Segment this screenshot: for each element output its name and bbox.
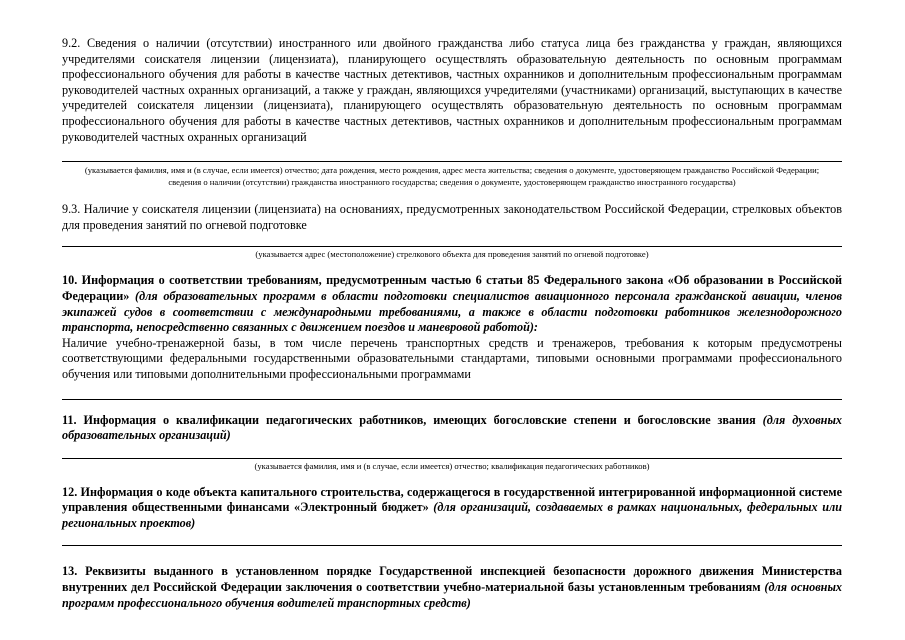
section-9-2-fill-line [62,161,842,162]
section-11-qualifier: (для духовных образовательных организаций) [62,412,842,443]
section-9-3-text: 9.3. Наличие у соискателя лицензии (лицензиата) на основаниях, предусмотренных законодательством Российской Федерации, стрелковых объектов для проведения занятий по огневой подготовке [62,202,842,232]
section-10-fill-line [62,399,842,400]
section-11-fill-line [62,458,842,459]
section-11-title: 11. Информация о квалификации педагогических работников, имеющих богословские степени и богословские звания [62,412,756,427]
section-12-fill-line [62,545,842,546]
section-10-qualifier: (для образовательных программ в области подготовки специалистов авиационного персонала гражданской авиации, членов экипажей судов в соответствии с международными требованиями, а также в области подготовки работников железнодорожного транспорта, непосредственно связанных с движением поездов и маневровой работой): [62,288,842,335]
section-10-heading [62,273,842,335]
document-page [62,36,842,611]
section-12-qualifier: (для организаций, создаваемых в рамках национальных, федеральных или региональных проектов) [62,500,843,530]
section-9-2-note: (указывается фамилия, имя и (в случае, если имеется) отчество; дата рождения, место рождения, адрес места жительства; сведения о документе, удостоверяющем гражданство Российской Федерации; сведения о наличии (отсутствии) гражданства иностранного государства; сведения о документе, удостоверяющем гражданство иностранного государства) [84,165,820,188]
section-13-qualifier: (для основных программ профессионального обучения водителей транспортных средств) [62,580,842,610]
section-9-3-note: (указывается адрес (местоположение) стрелкового объекта для проведения занятий по огневой подготовке) [255,249,649,260]
section-11-note: (указывается фамилия, имя и (в случае, если имеется) отчество; квалификация педагогических работников) [254,460,650,471]
section-11-heading [62,413,842,444]
section-13-heading [62,564,842,611]
section-9-2-text: 9.2. Сведения о наличии (отсутствии) иностранного или двойного гражданства либо статуса лица без гражданства у граждан, являющихся учредителями соискателя лицензии (лицензиата), планирующего осуществлять образовательную деятельность по основным программам профессионального обучения для работы в качестве частных детективов, частных охранников и дополнительным профессиональным программам руководителей частных охранных организаций, а также у граждан, являющихся учредителями (участниками) организаций, выступающих в качестве учредителей соискателя лицензии (лицензиата), планирующего осуществлять образовательную деятельность по основным программам профессионального обучения для работы в качестве частных детективов, частных охранников и дополнительным профессиональным программам руководителей частных охранных организаций [62,36,842,144]
section-10-title: 10. Информация о соответствии требованиям, предусмотренным частью 6 статьи 85 Федерального закона «Об образовании в Российской Федерации» [62,273,842,303]
section-9-3-fill-line [62,246,842,247]
section-13-title: 13. Реквизиты выданного в установленном порядке Государственной инспекцией безопасности дорожного движения Министерства внутренних дел Российской Федерации заключения о соответствии учебно-материальной базы установленным требованиям [62,564,842,595]
section-12-title: 12. Информация о коде объекта капитального строительства, содержащегося в государственной интегрированной информационной системе управления общественными финансами «Электронный бюджет» [62,484,842,515]
section-10-text: Наличие учебно-тренажерной базы, в том числе перечень транспортных средств и тренажеров, требования к которым предусмотрены соответствующими федеральными государственными образовательными стандартами, типовыми основными программами профессионального обучения или типовыми дополнительными профессиональными программами [62,335,842,381]
section-12-heading [62,485,842,532]
